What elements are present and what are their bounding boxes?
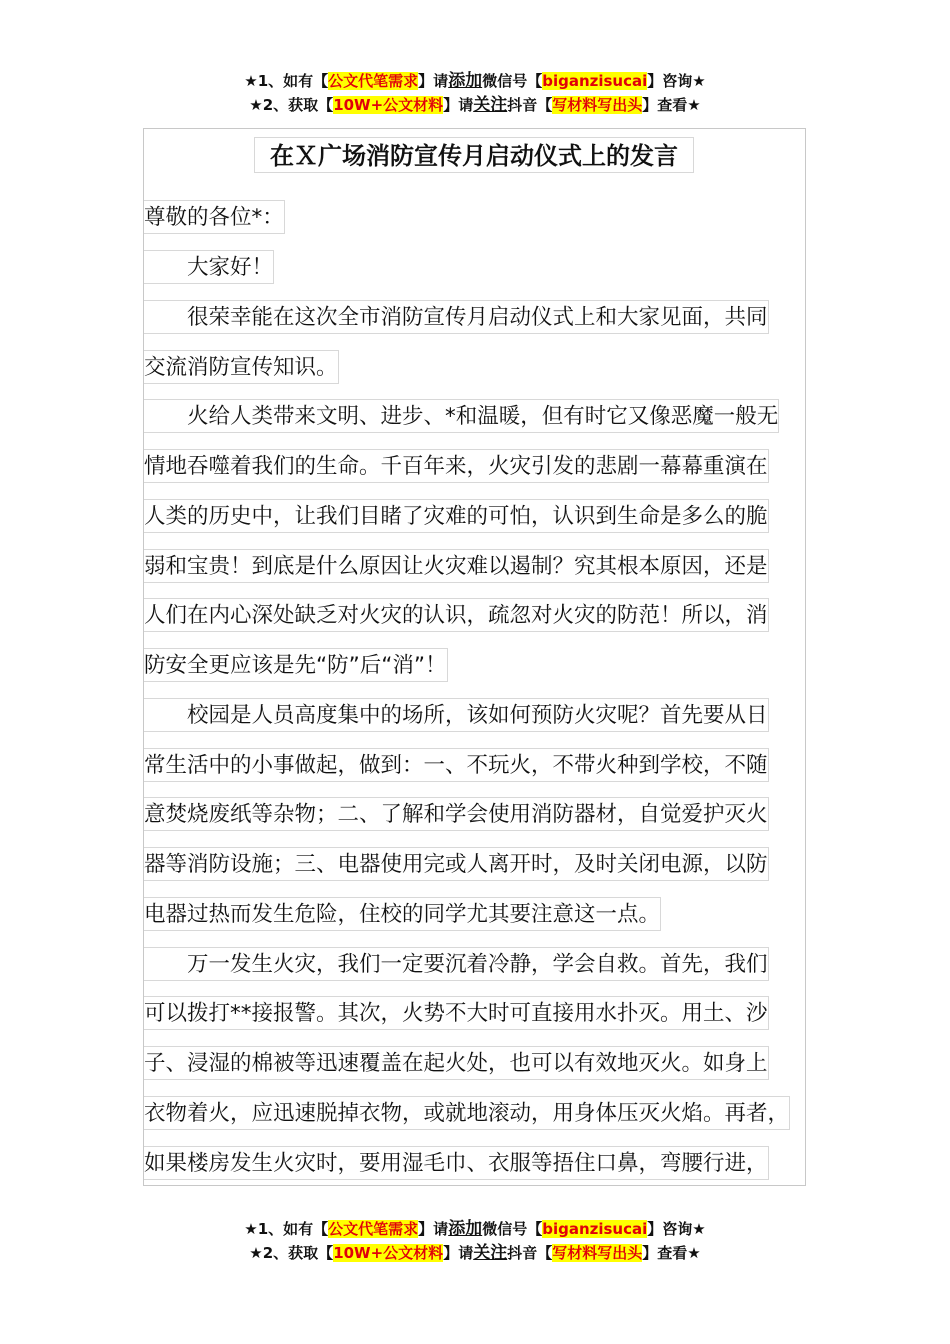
banner-text: 】请: [443, 1244, 474, 1262]
text-line: 大家好！: [144, 250, 274, 284]
text-line: 防安全更应该是先“防”后“消”！: [144, 648, 448, 682]
banner-line-1: [0, 1217, 950, 1241]
document-title: 在Ｘ广场消防宣传月启动仪式上的发言: [254, 137, 694, 173]
banner-line-2: [0, 1241, 950, 1265]
banner-line-1: [0, 69, 950, 93]
banner-line-2: [0, 93, 950, 117]
banner-underlined: 添加: [448, 71, 483, 91]
banner-highlight: 10W+公文材料: [333, 1244, 444, 1262]
banner-text: 】查看★: [642, 1244, 701, 1262]
text-line: 电器过热而发生危险，住校的同学尤其要注意这一点。: [144, 897, 661, 931]
text-line: 子、浸湿的棉被等迅速覆盖在起火处，也可以有效地灭火。如身上: [144, 1046, 769, 1080]
text-line: 校园是人员高度集中的场所，该如何预防火灾呢？首先要从日: [144, 698, 769, 732]
banner-highlight: biganzisucai: [542, 1220, 648, 1238]
banner-text: 微信号【: [482, 1220, 543, 1238]
banner-text: 】咨询★: [647, 72, 706, 90]
text-line: 情地吞噬着我们的生命。千百年来，火灾引发的悲剧一幕幕重演在: [144, 449, 769, 483]
text-line: 器等消防设施；三、电器使用完或人离开时，及时关闭电源，以防: [144, 847, 769, 881]
text-line: 尊敬的各位*：: [144, 200, 285, 234]
text-line: 人们在内心深处缺乏对火灾的认识，疏忽对火灾的防范！所以，消: [144, 598, 769, 632]
text-line: 万一发生火灾，我们一定要沉着冷静，学会自救。首先，我们: [144, 947, 769, 981]
banner-highlight: 公文代笔需求: [328, 1220, 419, 1238]
top-banner: [0, 69, 950, 117]
banner-highlight: 公文代笔需求: [328, 72, 419, 90]
banner-text: 】请: [418, 1220, 449, 1238]
banner-text: 】咨询★: [647, 1220, 706, 1238]
text-line: 常生活中的小事做起，做到：一、不玩火，不带火种到学校，不随: [144, 748, 769, 782]
text-line: 人类的历史中，让我们目睹了灾难的可怕，认识到生命是多么的脆: [144, 499, 769, 533]
text-line: 意焚烧废纸等杂物；二、了解和学会使用消防器材，自觉爱护灭火: [144, 797, 769, 831]
banner-underlined: 添加: [448, 1219, 483, 1239]
banner-text: 】查看★: [642, 96, 701, 114]
banner-text: ★2、获取【: [249, 1244, 334, 1262]
text-line: 弱和宝贵！到底是什么原因让火灾难以遏制？究其根本原因，还是: [144, 549, 769, 583]
bottom-banner: [0, 1217, 950, 1265]
text-line: 可以拨打**接报警。其次，火势不大时可直接用水扑灭。用土、沙: [144, 996, 769, 1030]
banner-text: ★1、如有【: [244, 1220, 329, 1238]
banner-text: ★1、如有【: [244, 72, 329, 90]
banner-text: 】请: [418, 72, 449, 90]
banner-text: 抖音【: [507, 1244, 553, 1262]
banner-highlight: 写材料写出头: [552, 96, 643, 114]
text-line: 如果楼房发生火灾时，要用湿毛巾、衣服等捂住口鼻，弯腰行进，: [144, 1146, 769, 1180]
text-line: 火给人类带来文明、进步、*和温暖，但有时它又像恶魔一般无: [144, 399, 779, 433]
text-line: 衣物着火，应迅速脱掉衣物，或就地滚动，用身体压灭火焰。再者，: [144, 1096, 790, 1130]
banner-text: 微信号【: [482, 72, 543, 90]
banner-text: ★2、获取【: [249, 96, 334, 114]
banner-text: 抖音【: [507, 96, 553, 114]
banner-highlight: 写材料写出头: [552, 1244, 643, 1262]
banner-highlight: 10W+公文材料: [333, 96, 444, 114]
banner-underlined: 关注: [473, 1243, 508, 1263]
text-line: 很荣幸能在这次全市消防宣传月启动仪式上和大家见面，共同: [144, 300, 769, 334]
banner-underlined: 关注: [473, 95, 508, 115]
text-line: 交流消防宣传知识。: [144, 350, 339, 384]
banner-text: 】请: [443, 96, 474, 114]
banner-highlight: biganzisucai: [542, 72, 648, 90]
